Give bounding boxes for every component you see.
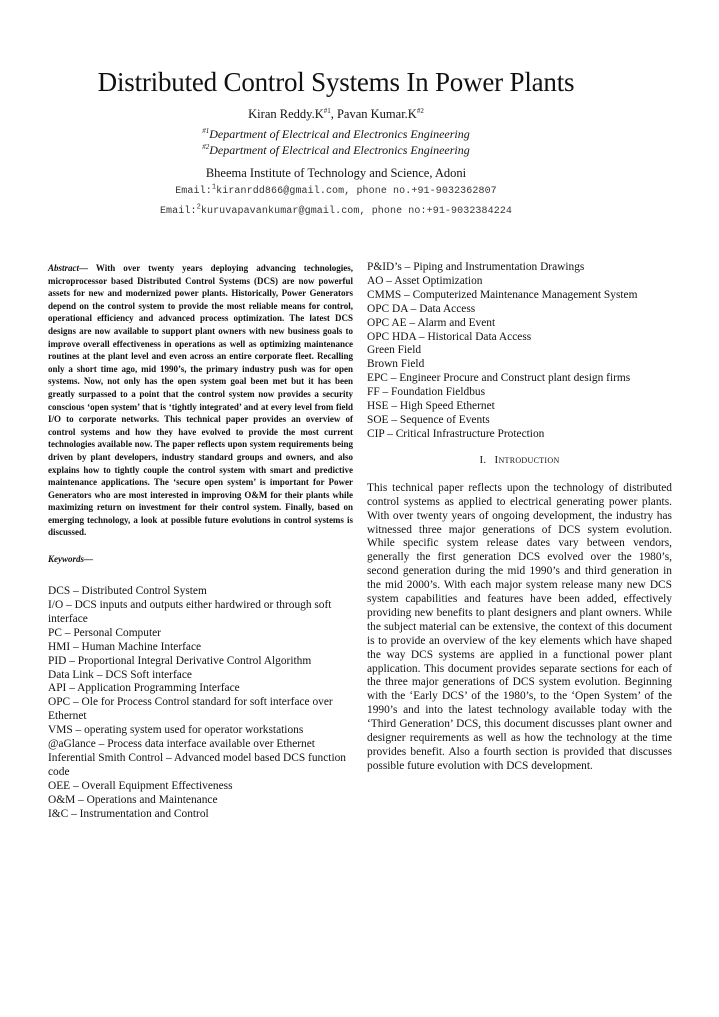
abbreviation-item: Data Link – DCS Soft interface <box>48 668 192 681</box>
abbreviation-item: OPC – Ole for Process Control standard for soft interface over Ethernet <box>48 696 333 723</box>
abstract-text: With over twenty years deploying advancing technologies, microprocessor based Distributed Control Systems (DCS) are now powerful assets for new and modernized power plants. Historically, Power Generators depend on the control system to provide the most reliable means for control, operational efficiency and advanced process optimization. The latest DCS designs are now available to support plant owners with new business goals to improve overall effectiveness in operations as well as optimizing maintenance routines at the plant level and even across an entire corporate fleet. Recalling only a short time ago, mid 1990’s, the primary industry push was for open systems. Now, not only has the open system goal been met but it has been greatly surpassed to a point that the control system now provides a security conscious ‘open system’ that is ‘tightly integrated’ and at every level from field I/O to corporate networks. This technical paper provides an overview of control systems and how they have evolved to provide the most current technologies available now. The paper reflects upon system requirements being driven by plant developers, industry standard groups and owners, and also explains how to tightly couple the control system with smart and predictive maintenance applications. The ‘secure open system’ is important for Power Generators who are most interested in improving O&M for their plants while maximizing return on investment for their control system. Finally, based on emerging technology, a look at possible future evolutions in control systems is discussed. <box>48 263 353 538</box>
author-2: Pavan Kumar.K <box>336 107 417 121</box>
institute-name: Bheema Institute of Technology and Science, Adoni <box>205 166 467 180</box>
affiliation-2-superscript: #2 <box>202 143 210 151</box>
abbreviation-item: Inferential Smith Control – Advanced model based DCS function code <box>48 751 347 778</box>
abbreviation-item: HMI – Human Machine Interface <box>48 640 202 653</box>
abbreviation-item: I&C – Instrumentation and Control <box>48 807 209 820</box>
author-separator: , <box>330 107 337 121</box>
abbreviation-item: HSE – High Speed Ethernet <box>367 400 495 413</box>
abbreviation-item: CMMS – Computerized Maintenance Management System <box>367 288 638 301</box>
abbreviation-item: FF – Foundation Fieldbus <box>367 386 486 399</box>
email-1-prefix: Email: <box>175 186 212 197</box>
abbreviation-item: PID – Proportional Integral Derivative Control Algorithm <box>48 654 312 667</box>
email-line-2 <box>0 205 672 218</box>
paper-title: Distributed Control Systems In Power Plants <box>97 67 575 97</box>
abbreviation-item: @aGlance – Process data interface available over Ethernet <box>48 738 315 751</box>
abbreviation-item: PC – Personal Computer <box>48 626 161 639</box>
abbreviation-item: OPC DA – Data Access <box>367 302 476 315</box>
section-title-rest: NTRODUCTION <box>498 455 560 465</box>
author-line <box>0 106 672 122</box>
section-title-initial: I <box>494 453 499 466</box>
abbreviation-item: CIP – Critical Infrastructure Protection <box>367 427 545 440</box>
email-2-text: kuruvapavankumar@gmail.com, phone no:+91-9032384224 <box>200 206 513 217</box>
abbreviation-item: DCS – Distributed Control System <box>48 585 207 598</box>
abbreviation-item: OEE – Overall Equipment Effectiveness <box>48 779 233 792</box>
abbreviation-item: O&M – Operations and Maintenance <box>48 793 218 806</box>
abbreviation-item: P&ID’s – Piping and Instrumentation Drawings <box>367 261 585 273</box>
section-heading-introduction <box>367 453 672 468</box>
email-line-1 <box>0 185 672 198</box>
email-2-prefix: Email: <box>159 206 197 217</box>
section-number: I. <box>479 453 487 466</box>
abbreviation-item: VMS – operating system used for operator workstations <box>48 724 304 737</box>
affiliation-1-text: Department of Electrical and Electronics Engineering <box>209 127 470 141</box>
affiliation-1-superscript: #1 <box>202 127 210 135</box>
abbreviation-item: Brown Field <box>367 358 425 371</box>
abbreviation-item: API – Application Programming Interface <box>48 682 240 695</box>
author-2-superscript: #2 <box>416 106 424 115</box>
affiliation-2-text: Department of Electrical and Electronics Engineering <box>209 143 470 157</box>
introduction-paragraph: This technical paper reflects upon the technology of distributed control systems as applied to electrical generating power plants. With over twenty years of ongoing development, the industry has witnessed three major generations of DCS system evolution. While specific system release dates vary between vendors, generally the first generation DCS evolved over the 1980’s, second generation during the mid 1990’s and third generation in the mid 2000’s. With each major system release many new DCS system capabilities and features have been added, effectively providing new benefits to plant designers and plant owners. While the subject material can be extensive, the context of this document is to provide an overview of the key elements which have shaped the way DCS systems are applied in a functional power plant application. This document provides separate sections for each of the three major generations of DCS system evolution. Beginning with the ‘Early DCS’ of the 1980’s, to the ‘Open System’ of the 1990’s and into the latest technology available today with the ‘Third Generation’ DCS, this document discusses plant owner and designer requirements as well as how the technology at the time provides benefit. Also a fourth section is provided that discusses possible future evolution with DCS development. <box>367 481 672 772</box>
right-column <box>367 261 672 774</box>
abbreviation-item: I/O – DCS inputs and outputs either hardwired or through soft interface <box>48 598 332 625</box>
abbreviation-item: OPC AE – Alarm and Event <box>367 316 496 329</box>
abbreviation-item: SOE – Sequence of Events <box>367 413 490 426</box>
abbreviation-list-right <box>367 261 672 442</box>
abbreviation-item: AO – Asset Optimization <box>367 274 483 287</box>
affiliation-2 <box>0 143 672 157</box>
affiliation-1 <box>0 127 672 141</box>
author-1-superscript: #1 <box>323 106 331 115</box>
author-1: Kiran Reddy.K <box>248 107 324 121</box>
abbreviation-item: OPC HDA – Historical Data Access <box>367 330 532 343</box>
email-2-superscript: 2 <box>196 203 201 212</box>
abbreviation-item: Green Field <box>367 344 422 357</box>
email-1-superscript: 1 <box>211 183 217 192</box>
abstract-paragraph <box>48 262 353 539</box>
abbreviation-item: EPC – Engineer Procure and Construct plant design firms <box>367 372 631 385</box>
abstract-dash: — <box>79 263 89 273</box>
keywords-label: Keywords— <box>48 554 93 565</box>
left-column <box>48 262 353 821</box>
abstract-label: Abstract <box>48 263 80 273</box>
email-1-text: kiranrdd866@gmail.com, phone no.+91-9032362807 <box>216 186 497 197</box>
abbreviation-list-left <box>48 585 353 821</box>
